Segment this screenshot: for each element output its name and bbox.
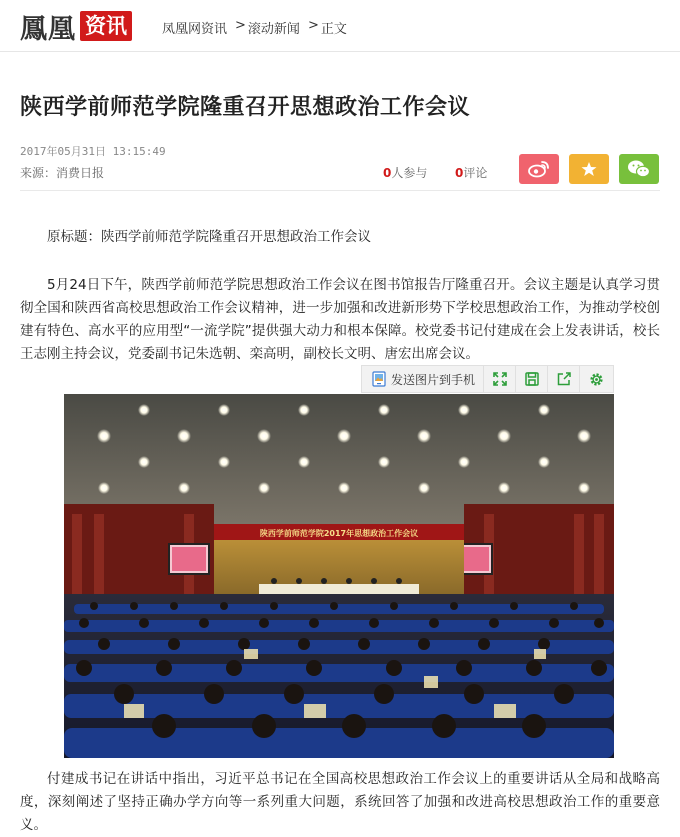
breadcrumb-current: 正文	[320, 22, 347, 37]
logo-badge: 资讯	[80, 11, 132, 41]
breadcrumb-separator-icon: >	[235, 18, 246, 33]
phone-image-icon	[372, 371, 386, 387]
meta-divider	[20, 190, 660, 191]
share-image-button[interactable]	[548, 366, 580, 392]
article-source: 来源：消费日报	[20, 166, 105, 180]
favorite-button[interactable]	[569, 154, 609, 184]
breadcrumb-separator-icon: >	[307, 18, 319, 33]
settings-icon	[589, 372, 604, 387]
comments-number: 0	[455, 166, 464, 180]
breadcrumb-home[interactable]: 凤凰网资讯	[162, 22, 228, 37]
comments-count[interactable]	[455, 164, 487, 181]
comments-label: 评论	[463, 166, 488, 180]
send-image-label: 发送图片到手机	[391, 372, 476, 387]
share-weibo-button[interactable]	[519, 154, 559, 184]
article-paragraph-original-title: 原标题：陕西学前师范学院隆重召开思想政治工作会议	[47, 229, 371, 245]
meeting-hall-photo	[64, 394, 614, 758]
breadcrumb	[162, 18, 347, 37]
wechat-icon	[627, 159, 651, 179]
save-icon	[525, 372, 539, 386]
image-settings-button[interactable]	[580, 366, 612, 392]
participants-count[interactable]	[383, 164, 427, 181]
fullscreen-button[interactable]	[484, 366, 516, 392]
article-photo[interactable]	[64, 394, 614, 758]
share-wechat-button[interactable]	[619, 154, 659, 184]
breadcrumb-scroll-news[interactable]: 滚动新闻	[247, 22, 300, 37]
article-paragraph-1: 5月24日下午，陕西学前师范学院思想政治工作会议在图书馆报告厅隆重召开。会议主题是认真学习贯彻全国和陕西省高校思想政治工作会议精神，进一步加强和改进新形势下学校思想政治工作，为推动学校创建有特色、高水平的应用型“一流学院”提供强大动力和根本保障。校党委书记付建成在会上发表讲话，校长王志刚主持会议，党委副书记朱选朝、栾高明，副校长文明、唐宏出席会议。	[20, 277, 660, 362]
fullscreen-icon	[493, 372, 507, 386]
site-header	[0, 0, 680, 52]
site-logo[interactable]	[20, 9, 132, 43]
share-icon	[557, 372, 571, 386]
article-paragraph-2: 付建成书记在讲话中指出，习近平总书记在全国高校思想政治工作会议上的重要讲话从全局和战略高度，深刻阐述了坚持正确办学方向等一系列重大问题，系统回答了加强和改进高校思想政治工作的重要意义。	[20, 771, 660, 833]
save-image-button[interactable]	[516, 366, 548, 392]
image-toolbar	[361, 365, 614, 393]
weibo-icon	[528, 160, 550, 178]
participants-number: 0	[383, 166, 392, 180]
article-title: 陕西学前师范学院隆重召开思想政治工作会议	[20, 95, 471, 120]
send-image-to-phone-button[interactable]	[362, 366, 484, 392]
logo-text: 鳳凰	[20, 13, 76, 45]
article-datetime: 2017年05月31日 13:15:49	[20, 145, 166, 158]
stage-banner-text: 陕西学前师范学院2017年思想政治工作会议	[259, 529, 419, 538]
participants-label: 人参与	[391, 166, 428, 180]
star-icon	[581, 161, 597, 177]
